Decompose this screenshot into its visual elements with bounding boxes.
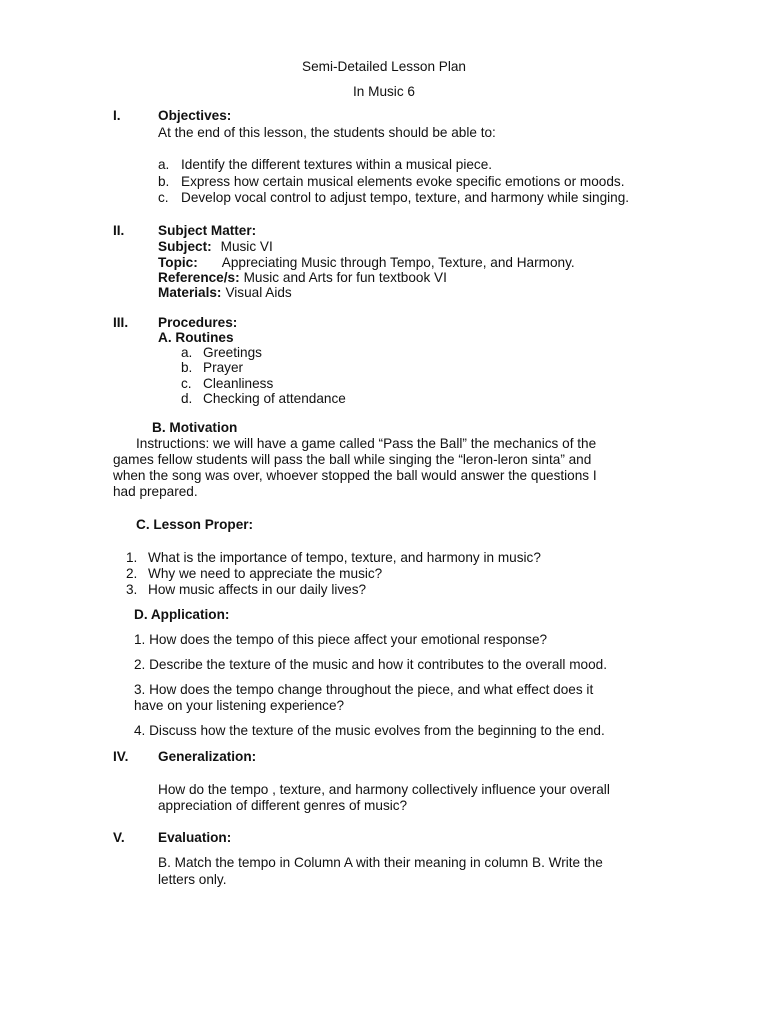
objective-item: b. Express how certain musical elements evoke specific emotions or moods. xyxy=(158,174,625,189)
section-numeral-subject-matter: II. xyxy=(113,223,125,238)
motivation-text-line: Instructions: we will have a game called “Pass the Ball” the mechanics of the xyxy=(136,436,597,451)
application-item: 1. How does the tempo of this piece affect your emotional response? xyxy=(134,632,548,647)
generalization-text-line: appreciation of different genres of music? xyxy=(158,798,408,813)
objective-item: a. Identify the different textures within a musical piece. xyxy=(158,157,493,172)
application-item: 2. Describe the texture of the music and how it contributes to the overall mood. xyxy=(134,657,608,672)
motivation-text-line: games fellow students will pass the ball while singing the “leron-leron sinta” and xyxy=(113,452,592,467)
reference-line: Reference/s: Music and Arts for fun textbook VI xyxy=(158,270,447,285)
section-numeral-generalization: IV. xyxy=(113,749,129,764)
motivation-text-line: had prepared. xyxy=(113,484,198,499)
routine-item: b. Prayer xyxy=(181,360,244,375)
topic-line: Topic: Appreciating Music through Tempo, Texture, and Harmony. xyxy=(158,255,575,270)
routine-item: a. Greetings xyxy=(181,345,262,360)
document-subtitle: In Music 6 xyxy=(353,84,415,99)
routines-heading: A. Routines xyxy=(158,330,234,345)
section-numeral-procedures: III. xyxy=(113,315,129,330)
lesson-question: 3. How music affects in our daily lives? xyxy=(126,582,367,597)
subject-matter-heading: Subject Matter: xyxy=(158,223,257,238)
evaluation-text-line: letters only. xyxy=(158,872,227,887)
routine-item: c. Cleanliness xyxy=(181,376,274,391)
lesson-question: 1. What is the importance of tempo, texture, and harmony in music? xyxy=(126,550,541,565)
application-item: 4. Discuss how the texture of the music evolves from the beginning to the end. xyxy=(134,723,605,738)
objective-item: c. Develop vocal control to adjust tempo, texture, and harmony while singing. xyxy=(158,190,630,205)
objectives-intro: At the end of this lesson, the students should be able to: xyxy=(158,125,496,140)
application-item: 3. How does the tempo change throughout the piece, and what effect does it xyxy=(134,682,594,697)
application-item-continued: have on your listening experience? xyxy=(134,698,345,713)
generalization-heading: Generalization: xyxy=(158,749,257,764)
lesson-proper-heading: C. Lesson Proper: xyxy=(136,517,254,532)
evaluation-heading: Evaluation: xyxy=(158,830,232,845)
subject-line: Subject: Music VI xyxy=(158,239,273,254)
generalization-text-line: How do the tempo , texture, and harmony collectively influence your overall xyxy=(158,782,610,797)
document-title: Semi-Detailed Lesson Plan xyxy=(302,59,466,74)
section-numeral-objectives: I. xyxy=(113,108,121,123)
evaluation-text-line: B. Match the tempo in Column A with their meaning in column B. Write the xyxy=(158,855,603,870)
application-heading: D. Application: xyxy=(134,607,230,622)
motivation-text-line: when the song was over, whoever stopped the ball would answer the questions I xyxy=(113,468,597,483)
objectives-heading: Objectives: xyxy=(158,108,232,123)
lesson-question: 2. Why we need to appreciate the music? xyxy=(126,566,383,581)
motivation-heading: B. Motivation xyxy=(152,420,238,435)
materials-line: Materials: Visual Aids xyxy=(158,285,292,300)
routine-item: d. Checking of attendance xyxy=(181,391,346,406)
section-numeral-evaluation: V. xyxy=(113,830,125,845)
procedures-heading: Procedures: xyxy=(158,315,238,330)
